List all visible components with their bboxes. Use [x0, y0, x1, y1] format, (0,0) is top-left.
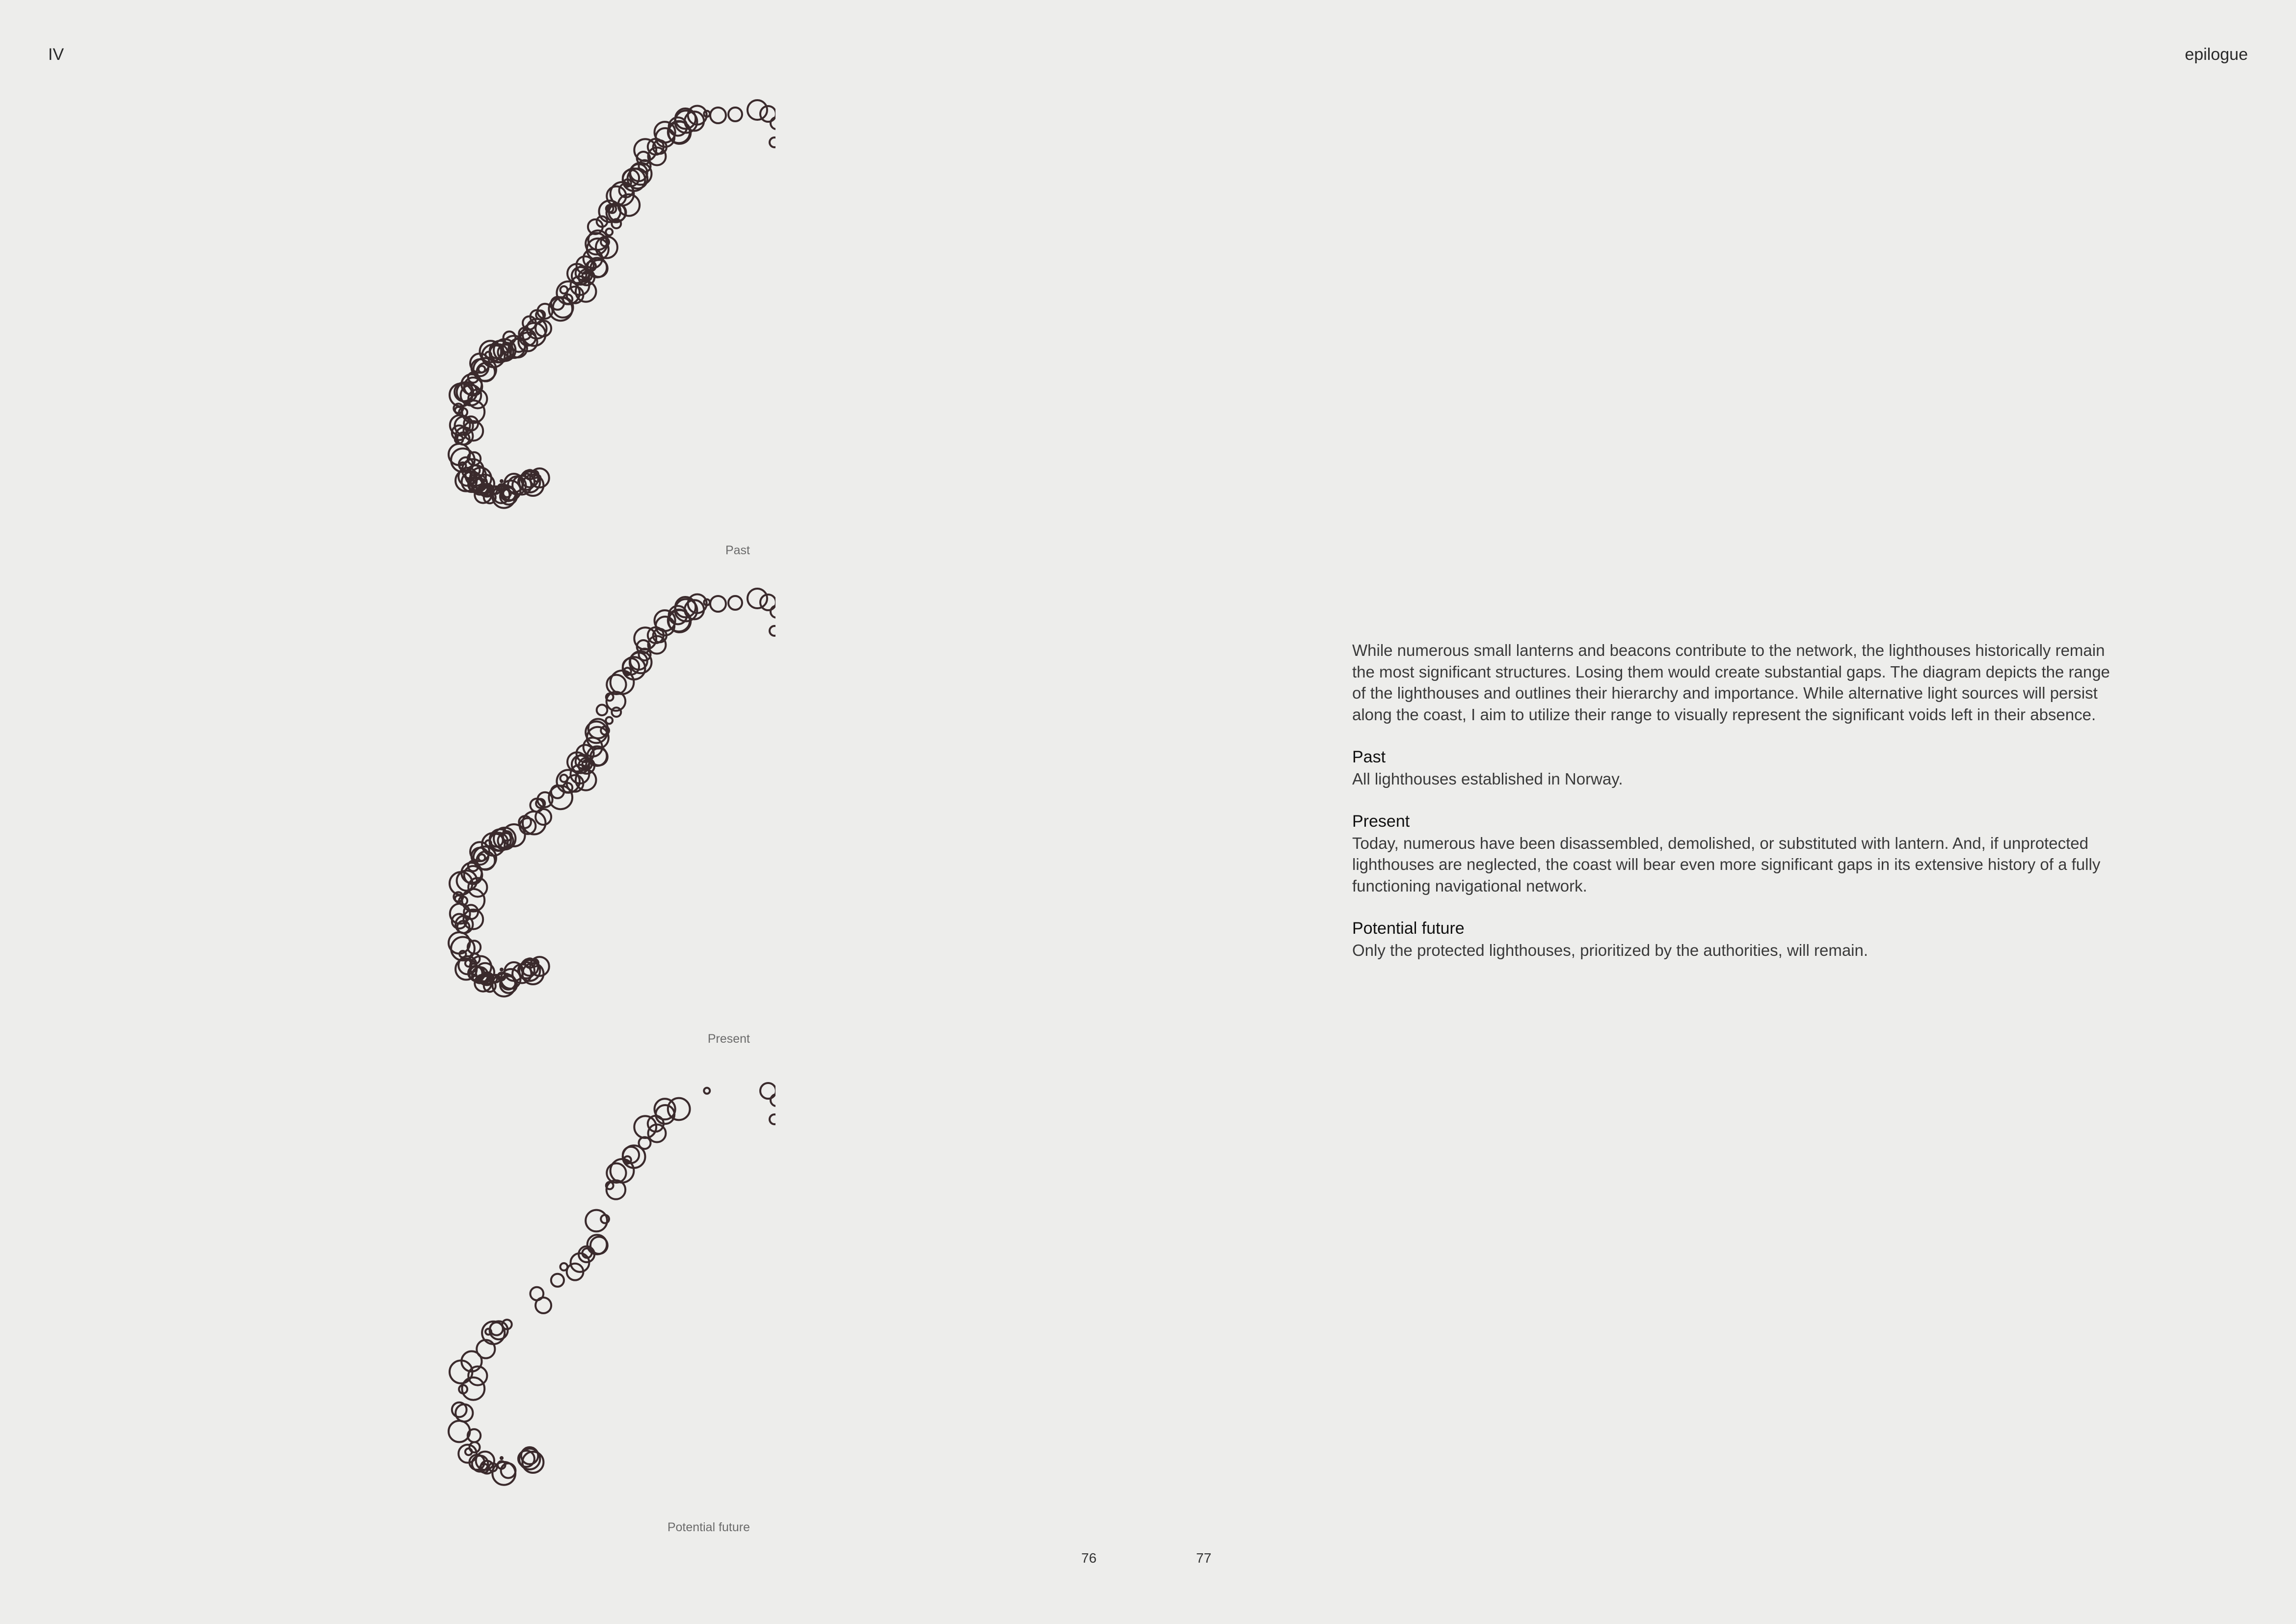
diagram-caption-future: Potential future — [667, 1520, 750, 1534]
lighthouse-range-circle — [748, 589, 767, 608]
lighthouse-range-circle — [770, 1114, 775, 1124]
lighthouse-range-circle — [634, 1116, 656, 1138]
lighthouse-range-circle — [710, 108, 726, 123]
lighthouse-range-map — [383, 552, 775, 1043]
lighthouse-range-circle — [455, 1405, 473, 1422]
lighthouse-diagram-present — [383, 552, 775, 1046]
lighthouse-range-circle — [597, 705, 608, 716]
lighthouse-range-circle — [479, 366, 485, 373]
lighthouse-range-circle — [656, 1105, 674, 1124]
lighthouse-range-map — [383, 64, 775, 555]
lighthouse-range-circle — [530, 1287, 543, 1300]
section-body-present: Today, numerous have been disassembled, demolished, or substituted with lantern. And, if unprotected lighthouses are neglected, the coast will bear even more significant gaps in its extensive history of a fully functioning navigational network. — [1352, 834, 2101, 895]
section-body-past: All lighthouses established in Norway. — [1352, 769, 1623, 788]
lighthouse-diagram-future — [383, 1041, 775, 1532]
lighthouse-range-circle — [611, 671, 634, 694]
lighthouse-range-circle — [586, 1210, 607, 1232]
lighthouse-range-circle — [611, 1159, 634, 1183]
lighthouse-range-circle — [551, 1274, 564, 1287]
diagram-caption-past: Past — [725, 543, 750, 557]
lighthouse-range-circle — [770, 626, 775, 636]
lighthouse-range-circle — [479, 854, 485, 861]
lighthouse-range-circle — [770, 137, 775, 147]
intro-paragraph: While numerous small lanterns and beacons contribute to the network, the lighthouses historically remain the most significant structures. Losing them would create substantial gaps. The diagram depicts the range of the lighthouses and outlines their hierarchy and importance. While alternative light sources will persist along the coast, I aim to utilize their range to visually represent the significant voids left in their absence. — [1352, 641, 2110, 724]
section-past — [1352, 747, 2118, 789]
lighthouse-range-circle — [728, 596, 742, 610]
section-number: IV — [48, 45, 64, 64]
lighthouse-range-circle — [612, 707, 621, 717]
lighthouse-range-circle — [452, 1403, 467, 1417]
page-number-left: 76 — [1081, 1550, 1097, 1566]
lighthouse-range-map — [383, 1041, 775, 1532]
lighthouse-range-circle — [748, 100, 767, 120]
lighthouse-range-circle — [704, 1088, 710, 1094]
section-present — [1352, 811, 2118, 896]
page-number-right: 77 — [1196, 1550, 1212, 1566]
epilogue-text — [1352, 640, 2118, 982]
lighthouse-range-circle — [710, 596, 726, 612]
lighthouse-range-circle — [462, 1378, 484, 1400]
lighthouse-diagram-past — [383, 64, 775, 555]
section-potential-future — [1352, 918, 2118, 961]
diagram-caption-present: Present — [707, 1032, 750, 1046]
section-title: epilogue — [2185, 45, 2248, 64]
lighthouse-range-circle — [449, 1421, 470, 1442]
section-heading-past: Past — [1352, 748, 1386, 766]
section-heading-present: Present — [1352, 812, 1410, 831]
lighthouse-point-marker — [500, 1456, 504, 1460]
lighthouse-point-marker — [500, 968, 504, 972]
section-heading-potential-future: Potential future — [1352, 919, 1465, 938]
section-body-potential-future: Only the protected lighthouses, prioritized by the authorities, will remain. — [1352, 941, 1869, 959]
lighthouse-point-marker — [500, 479, 504, 483]
lighthouse-range-circle — [728, 108, 742, 121]
